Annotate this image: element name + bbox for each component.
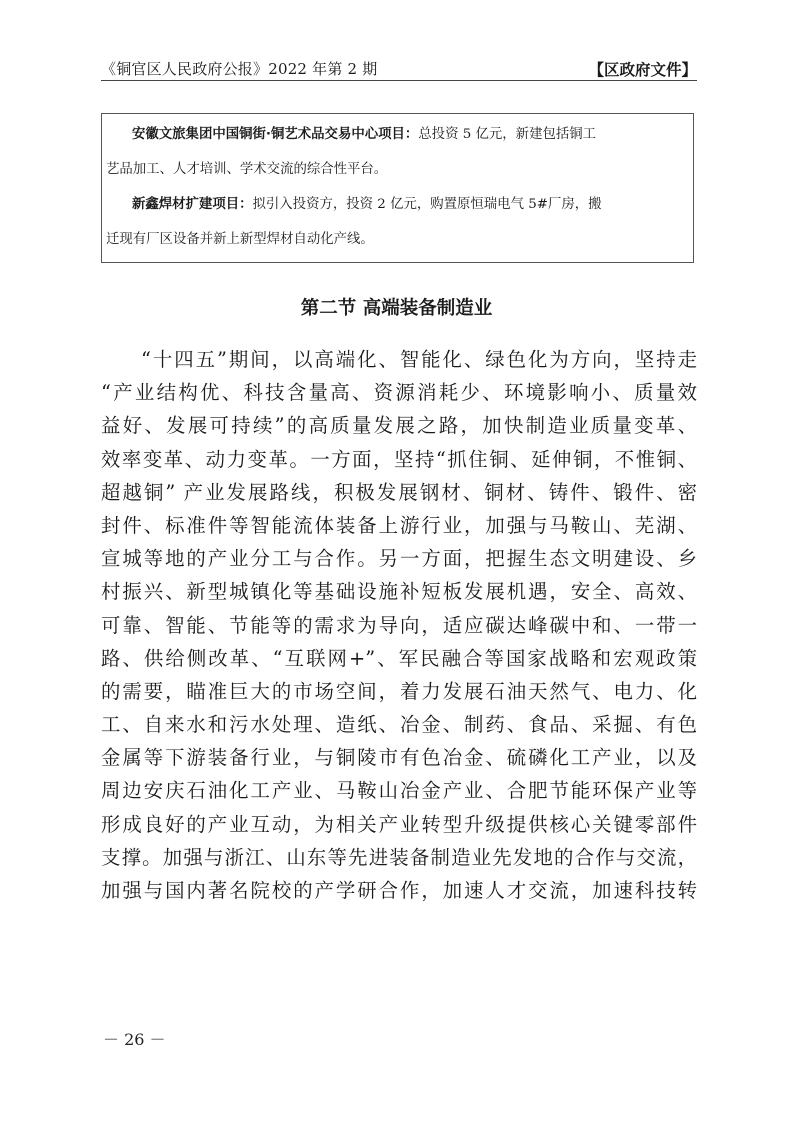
project-title: 安徽文旅集团中国铜街·铜艺术品交易中心项目： [132, 127, 419, 142]
body-line: 封件、标准件等智能流体装备上游行业，加强与马鞍山、芜湖、 [101, 513, 697, 537]
section-title: 第二节 高端装备制造业 [300, 298, 493, 319]
project-item [102, 187, 693, 222]
body-line: 路、供给侧改革、“互联网+”、军民融合等国家战略和宏观政策 [101, 646, 697, 670]
section-tag: 【区政府文件】 [588, 60, 697, 79]
body-line: 村振兴、新型城镇化等基础设施补短板发展机遇，安全、高效、 [101, 580, 697, 604]
body-line: 益好、发展可持续”的高质量发展之路，加快制造业质量变革、 [101, 414, 697, 438]
project-item-cont: 艺品加工、人才培训、学术交流的综合性平台。 [106, 162, 388, 177]
body-line: 支撑。加强与浙江、山东等先进装备制造业先发地的合作与交流， [101, 845, 697, 869]
page-number: － 26 － [103, 1030, 166, 1049]
body-line: 形成良好的产业互动，为相关产业转型升级提供核心关键零部件 [101, 812, 697, 836]
body-line: 周边安庆石油化工产业、马鞍山冶金产业、合肥节能环保产业等 [101, 779, 697, 803]
project-desc: 总投资 5 亿元，新建包括铜工 [418, 127, 597, 142]
body-line: 金属等下游装备行业，与铜陵市有色冶金、硫磷化工产业，以及 [101, 746, 697, 770]
body-line: 效率变革、动力变革。一方面，坚持“抓住铜、延伸铜，不惟铜、 [101, 447, 697, 471]
body-line: 可靠、智能、节能等的需求为导向，适应碳达峰碳中和、一带一 [101, 613, 697, 637]
body-line: 的需要，瞄准巨大的市场空间，着力发展石油天然气、电力、化 [101, 679, 697, 703]
page-header [101, 52, 697, 81]
body-line: 宣城等地的产业分工与合作。另一方面，把握生态文明建设、乡 [101, 547, 697, 571]
body-line: “产业结构优、科技含量高、资源消耗少、环境影响小、质量效 [101, 381, 697, 405]
body-line: “十四五”期间，以高端化、智能化、绿色化为方向，坚持走 [141, 348, 697, 371]
project-desc: 拟引入投资方，投资 2 亿元，购置原恒瑞电气 5#厂房，搬 [252, 197, 602, 212]
body-line: 工、自来水和污水处理、造纸、冶金、制药、食品、采掘、有色 [101, 713, 697, 737]
body-paragraph [101, 343, 697, 907]
body-line: 超越铜” 产业发展路线，积极发展钢材、铜材、铸件、锻件、密 [101, 480, 697, 504]
project-item [102, 117, 693, 152]
project-title: 新鑫焊材扩建项目： [132, 197, 253, 212]
project-item-cont: 迁现有厂区设备并新上新型焊材自动化产线。 [106, 232, 374, 247]
body-line: 加强与国内著名院校的产学研合作，加速人才交流，加速科技转 [101, 879, 697, 902]
project-box [101, 113, 694, 263]
publication-title: 《铜官区人民政府公报》2022 年第 2 期 [101, 60, 378, 78]
